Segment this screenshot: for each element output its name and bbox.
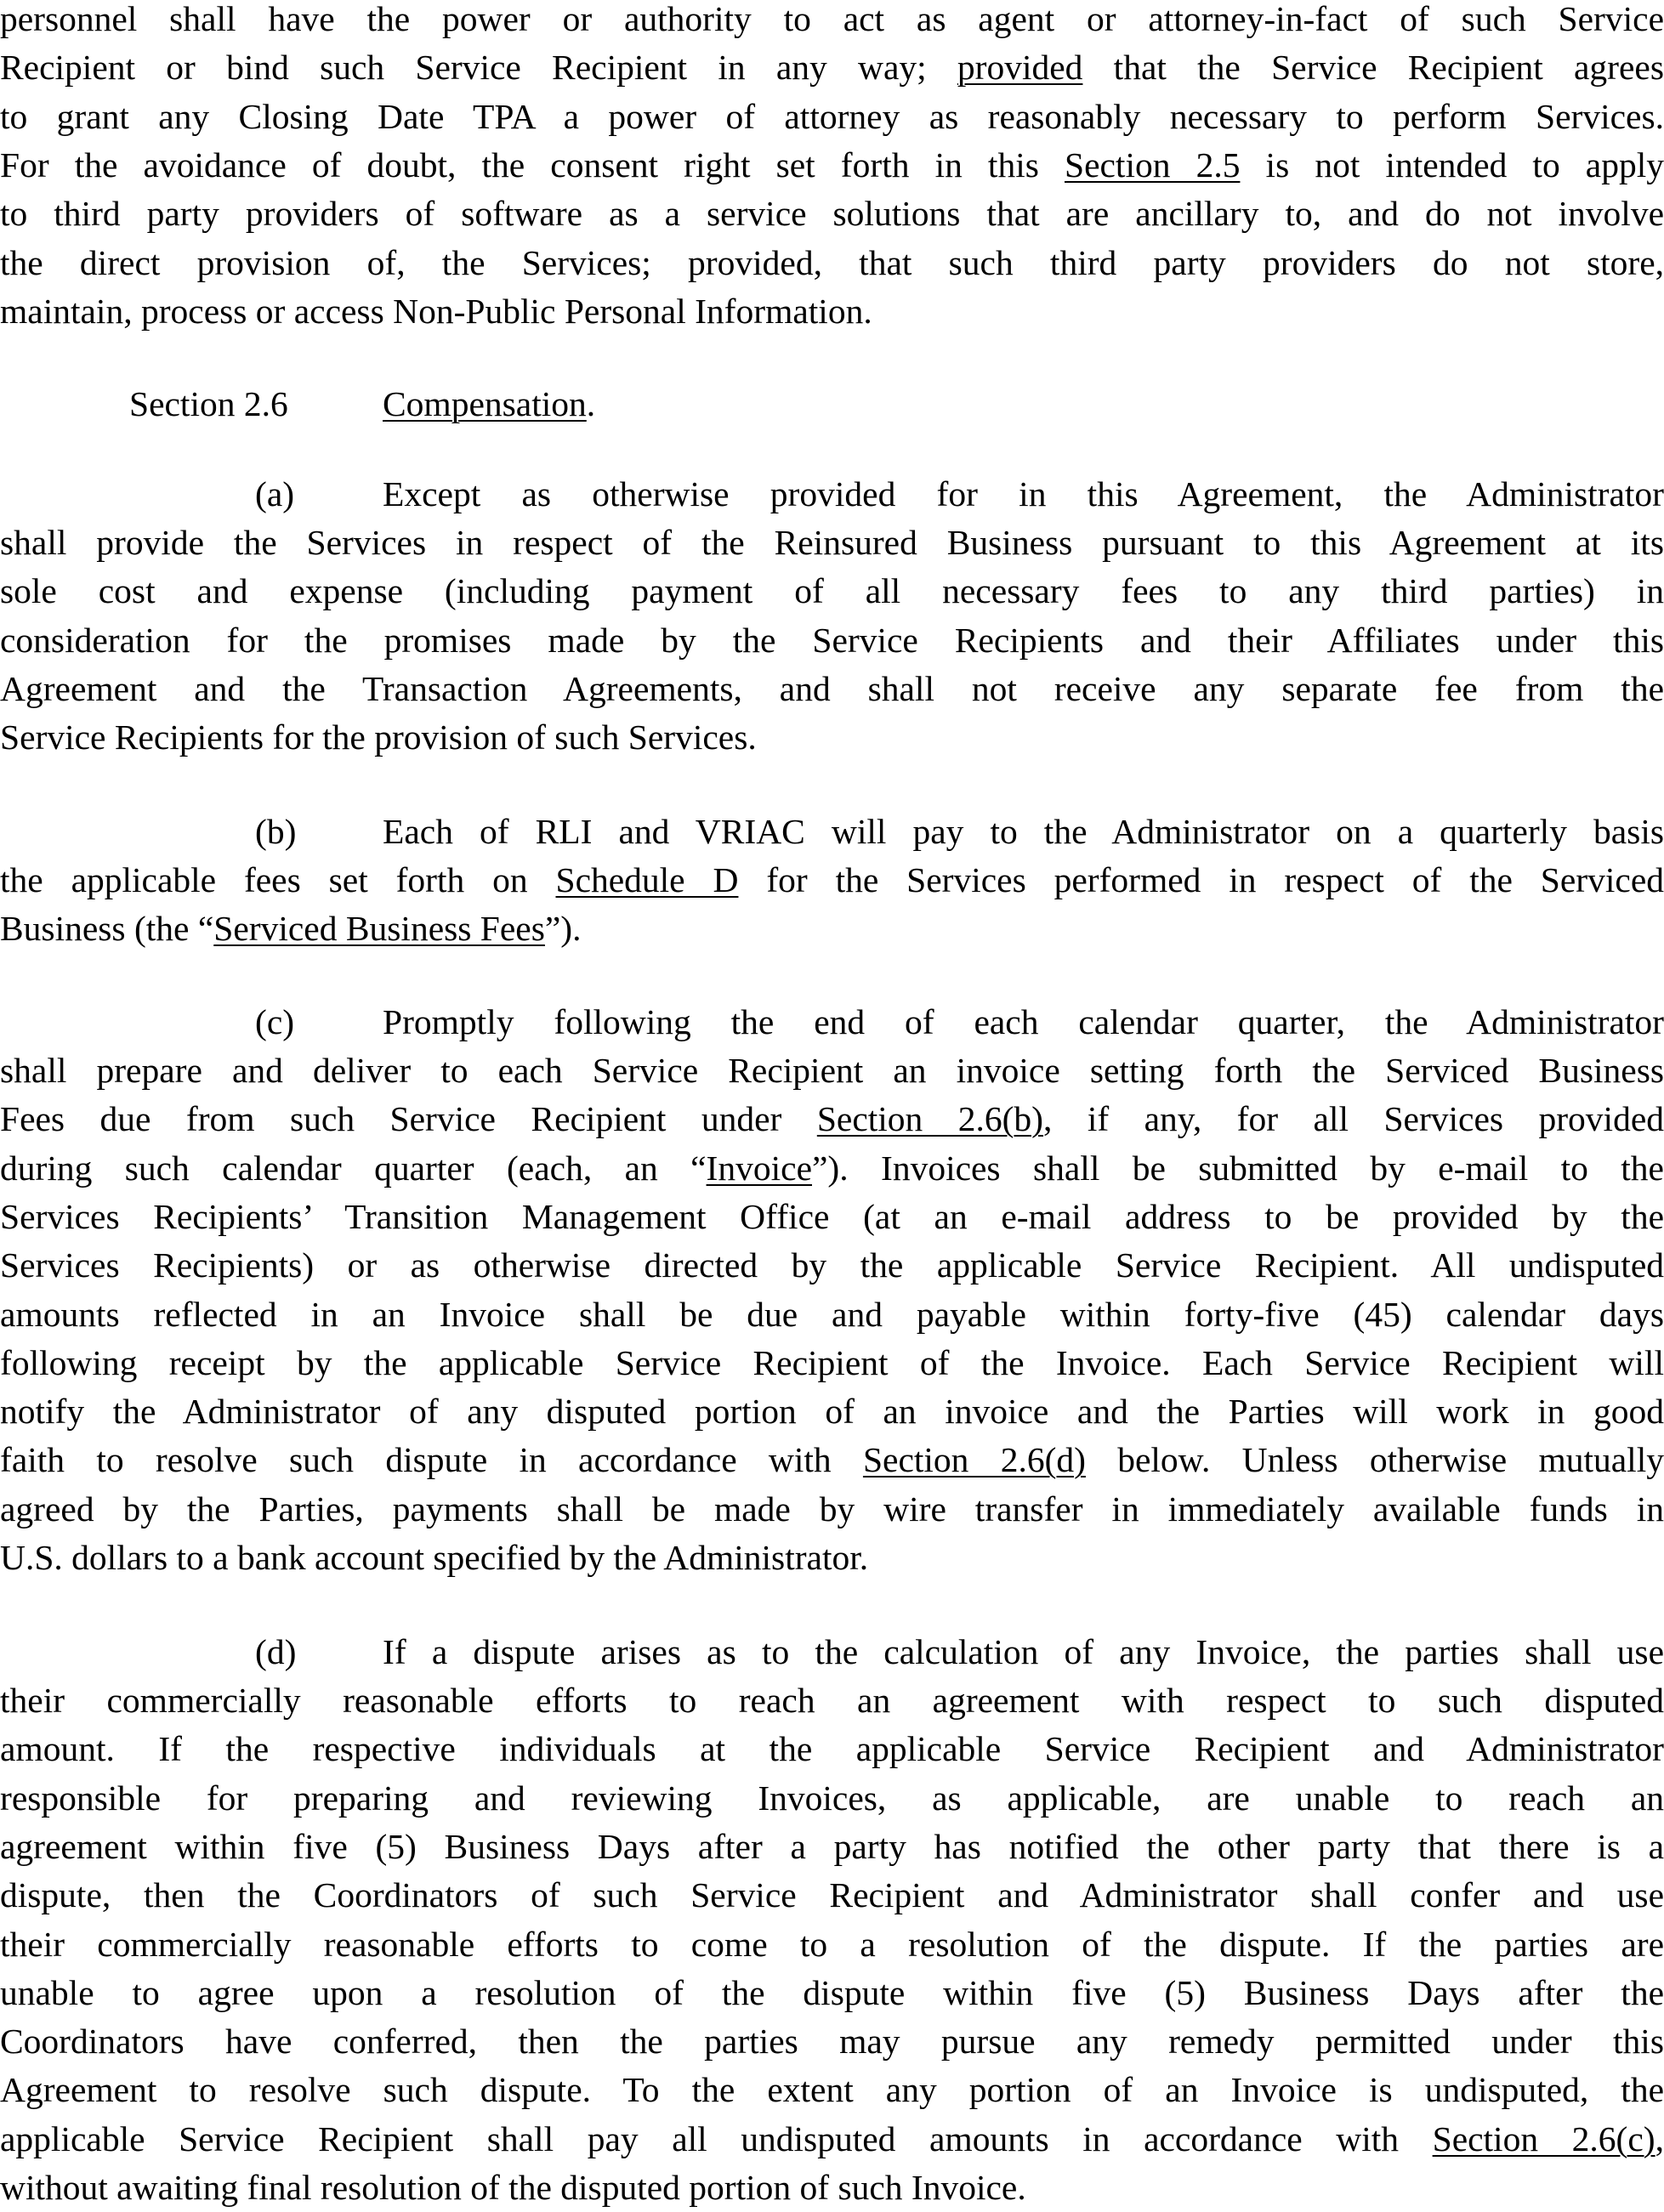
text-segment: maintain, process or access Non-Public Personal Information. <box>0 291 872 331</box>
text-line <box>0 855 1664 905</box>
text-segment: Agreement and the Transaction Agreements, and shall not receive any separate fee from the <box>0 668 1664 708</box>
text-line <box>0 664 1664 713</box>
section-number: Section 2.6 <box>129 384 288 423</box>
text-line <box>0 1724 1664 1773</box>
paragraph-label: (a) <box>255 474 295 513</box>
text-line <box>0 1338 1664 1387</box>
text-segment: the applicable fees set forth on <box>0 860 556 899</box>
text-line <box>0 2114 1664 2164</box>
text-segment: that the Service Recipient agrees <box>1082 48 1664 88</box>
text-segment: agreement within five (5) Business Days after a party has notified the other party that there is a <box>0 1826 1664 1866</box>
text-segment: their commercially reasonable efforts to reach an agreement with respect to such disputed <box>0 1681 1664 1720</box>
cross-reference: Section 2.6(d) <box>862 1440 1086 1480</box>
text-segment: Fees due from such Service Recipient under <box>0 1099 817 1139</box>
paragraph-label: (c) <box>255 1002 295 1041</box>
text-segment: faith to resolve such dispute in accordance with <box>0 1440 863 1480</box>
text-line <box>0 615 1664 665</box>
cross-reference: Schedule D <box>555 860 739 899</box>
text-line <box>0 2163 1664 2212</box>
text-segment: amount. If the respective individuals at the applicable Service Recipient and Administrator <box>0 1729 1664 1769</box>
text-line <box>0 238 1664 287</box>
text-segment: , if any, for all Services provided <box>1043 1099 1664 1139</box>
text-segment: shall prepare and deliver to each Service Recipient an invoice setting forth the Serviced Business <box>0 1051 1664 1090</box>
text-segment: personnel shall have the power or authority to act as agent or attorney-in-fact of such Service <box>0 0 1664 38</box>
text-segment: Business (the “ <box>0 909 214 949</box>
text-line <box>0 0 1664 43</box>
paragraph-first-line: Each of RLI and VRIAC will pay to the Administrator on a quarterly basis <box>383 812 1664 851</box>
section-title: Compensation <box>383 384 587 423</box>
text-line <box>0 1094 1664 1143</box>
text-line <box>0 1435 1664 1484</box>
text-segment: U.S. dollars to a bank account specified by the Administrator. <box>0 1538 869 1577</box>
text-line <box>0 1676 1664 1725</box>
text-line <box>0 1920 1664 1969</box>
text-line <box>0 43 1664 92</box>
text-segment: Agreement to resolve such dispute. To the extent any portion of an Invoice is undisputed, the <box>0 2070 1664 2110</box>
text-segment: responsible for preparing and reviewing Invoices, as applicable, are unable to reach an <box>0 1778 1664 1818</box>
text-segment: Services Recipients’ Transition Management Office (at an e-mail address to be provided by the <box>0 1196 1664 1236</box>
cross-reference: Serviced Business Fees <box>213 909 545 949</box>
text-segment: dispute, then the Coordinators of such Service Recipient and Administrator shall confer and use <box>0 1875 1664 1915</box>
text-segment: shall provide the Services in respect of the Reinsured Business pursuant to this Agreement at its <box>0 523 1664 562</box>
text-line <box>0 1968 1664 2017</box>
text-segment: applicable Service Recipient shall pay all undisputed amounts in accordance with <box>0 2118 1433 2158</box>
text-segment: for the Services performed in respect of the Serviced <box>738 860 1664 899</box>
text-segment: consideration for the promises made by the Service Recipients and their Affiliates under this <box>0 620 1664 660</box>
text-line <box>0 1484 1664 1534</box>
text-line <box>0 1290 1664 1339</box>
text-line <box>0 1533 1664 1582</box>
text-segment: the direct provision of, the Services; provided, that such third party providers do not store, <box>0 242 1664 282</box>
text-segment: notify the Administrator of any disputed portion of an invoice and the Parties will work in good <box>0 1392 1664 1432</box>
text-line <box>0 1773 1664 1823</box>
text-line <box>0 1822 1664 1871</box>
paragraph-first-line: Promptly following the end of each calendar quarter, the Administrator <box>383 1002 1664 1041</box>
text-segment: during such calendar quarter (each, an “ <box>0 1148 707 1188</box>
text-segment: Coordinators have conferred, then the parties may pursue any remedy permitted under this <box>0 2022 1664 2062</box>
text-segment: to grant any Closing Date TPA a power of attorney as reasonably necessary to perform Services. <box>0 96 1664 136</box>
text-line <box>0 566 1664 615</box>
text-segment: following receipt by the applicable Service Recipient of the Invoice. Each Service Recipient will <box>0 1342 1664 1382</box>
text-line <box>0 140 1664 190</box>
text-line <box>0 712 1664 762</box>
text-segment: amounts reflected in an Invoice shall be due and payable within forty-five (45) calendar days <box>0 1294 1664 1334</box>
text-segment: agreed by the Parties, payments shall be made by wire transfer in immediately available funds in <box>0 1489 1664 1529</box>
text-line <box>0 2016 1664 2066</box>
text-line <box>0 2065 1664 2114</box>
text-line <box>0 1240 1664 1290</box>
text-line <box>0 286 1664 336</box>
text-segment: ”). Invoices shall be submitted by e-mail to the <box>812 1148 1664 1188</box>
text-segment: Recipient or bind such Service Recipient in any way; <box>0 48 957 88</box>
cross-reference: Section 2.6(c) <box>1432 2118 1655 2158</box>
text-segment: ”). <box>544 909 582 949</box>
text-segment: Service Recipients for the provision of such Services. <box>0 717 757 757</box>
text-segment: , <box>1655 2118 1664 2158</box>
text-line <box>0 189 1664 238</box>
text-segment: is not intended to apply <box>1240 145 1664 184</box>
text-segment: Services Recipients) or as otherwise directed by the applicable Service Recipient. All undisputed <box>0 1245 1664 1285</box>
paragraph-label: (b) <box>255 812 297 851</box>
text-line <box>0 1870 1664 1920</box>
cross-reference: Section 2.5 <box>1065 145 1241 184</box>
cross-reference: provided <box>957 48 1083 88</box>
paragraph-first-line: Except as otherwise provided for in this Agreement, the Administrator <box>383 474 1664 513</box>
cross-reference: Invoice <box>706 1148 812 1188</box>
section-title-wrap <box>383 379 595 428</box>
section-title-period: . <box>586 384 596 423</box>
text-line <box>0 1143 1664 1193</box>
text-line <box>0 1046 1664 1095</box>
text-line <box>0 92 1664 141</box>
text-line <box>0 1192 1664 1241</box>
text-segment: to third party providers of software as a service solutions that are ancillary to, and do not involve <box>0 194 1664 234</box>
text-segment: unable to agree upon a resolution of the dispute within five (5) Business Days after the <box>0 1972 1664 2012</box>
text-segment: their commercially reasonable efforts to come to a resolution of the dispute. If the parties are <box>0 1924 1664 1964</box>
text-line <box>0 904 1664 953</box>
paragraph-first-line: If a dispute arises as to the calculation of any Invoice, the parties shall use <box>383 1632 1664 1671</box>
section-heading <box>129 379 288 428</box>
cross-reference: Section 2.6(b) <box>816 1099 1044 1139</box>
text-segment: below. Unless otherwise mutually <box>1085 1440 1664 1480</box>
text-segment: without awaiting final resolution of the disputed portion of such Invoice. <box>0 2168 1026 2207</box>
text-segment: sole cost and expense (including payment of all necessary fees to any third parties) in <box>0 571 1664 611</box>
paragraph-label: (d) <box>255 1632 297 1671</box>
text-segment: For the avoidance of doubt, the consent right set forth in this <box>0 145 1065 184</box>
text-line <box>0 518 1664 567</box>
text-line <box>0 1387 1664 1436</box>
